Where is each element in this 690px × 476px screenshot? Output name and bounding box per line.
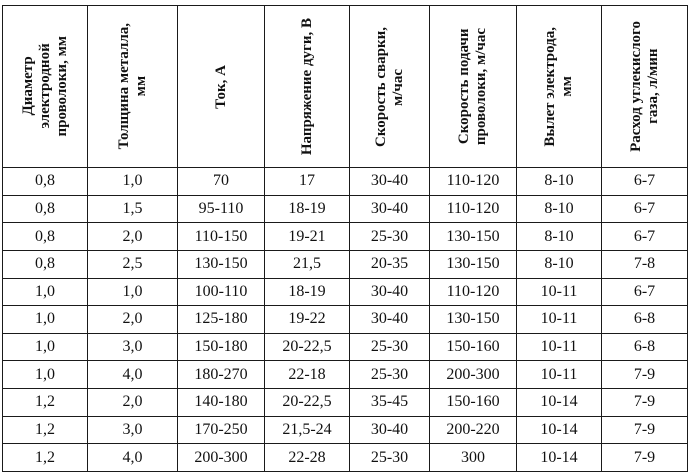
cell-wire-diameter: 1,2 xyxy=(3,444,88,472)
cell-electrode-stickout: 10-11 xyxy=(517,278,602,306)
table-body xyxy=(3,168,688,472)
cell-welding-speed: 30-40 xyxy=(350,195,430,223)
cell-electrode-stickout: 10-11 xyxy=(517,306,602,334)
cell-arc-voltage: 18-19 xyxy=(265,195,350,223)
header-cell-wire-feed-speed: Скорость подачи проволоки, м/час xyxy=(430,6,517,168)
cell-wire-feed-speed: 130-150 xyxy=(430,306,517,334)
cell-wire-diameter: 1,0 xyxy=(3,333,88,361)
cell-wire-diameter: 1,2 xyxy=(3,416,88,444)
cell-arc-voltage: 19-21 xyxy=(265,223,350,251)
cell-wire-diameter: 0,8 xyxy=(3,195,88,223)
cell-arc-voltage: 18-19 xyxy=(265,278,350,306)
cell-co2-flow: 6-8 xyxy=(602,333,688,361)
cell-metal-thickness: 3,0 xyxy=(88,416,178,444)
cell-arc-voltage: 21,5-24 xyxy=(265,416,350,444)
cell-wire-diameter: 0,8 xyxy=(3,168,88,196)
cell-metal-thickness: 2,0 xyxy=(88,306,178,334)
cell-arc-voltage: 20-22,5 xyxy=(265,333,350,361)
cell-current: 150-180 xyxy=(178,333,265,361)
cell-wire-feed-speed: 130-150 xyxy=(430,250,517,278)
cell-co2-flow: 6-7 xyxy=(602,168,688,196)
cell-current: 130-150 xyxy=(178,250,265,278)
cell-wire-diameter: 0,8 xyxy=(3,250,88,278)
cell-wire-feed-speed: 150-160 xyxy=(430,389,517,417)
table-row xyxy=(3,389,688,417)
cell-wire-feed-speed: 150-160 xyxy=(430,333,517,361)
cell-current: 100-110 xyxy=(178,278,265,306)
cell-metal-thickness: 1,0 xyxy=(88,168,178,196)
cell-wire-diameter: 1,2 xyxy=(3,389,88,417)
cell-arc-voltage: 21,5 xyxy=(265,250,350,278)
cell-current: 70 xyxy=(178,168,265,196)
cell-current: 95-110 xyxy=(178,195,265,223)
table-row xyxy=(3,444,688,472)
welding-parameters-table xyxy=(2,5,688,472)
cell-co2-flow: 6-7 xyxy=(602,278,688,306)
header-cell-current: Ток, А xyxy=(178,6,265,168)
cell-electrode-stickout: 10-11 xyxy=(517,333,602,361)
table-row xyxy=(3,306,688,334)
cell-metal-thickness: 2,0 xyxy=(88,223,178,251)
cell-wire-feed-speed: 110-120 xyxy=(430,195,517,223)
cell-electrode-stickout: 8-10 xyxy=(517,195,602,223)
cell-wire-diameter: 1,0 xyxy=(3,361,88,389)
cell-wire-feed-speed: 110-120 xyxy=(430,278,517,306)
cell-electrode-stickout: 8-10 xyxy=(517,223,602,251)
cell-co2-flow: 7-9 xyxy=(602,444,688,472)
table-row xyxy=(3,361,688,389)
cell-current: 180-270 xyxy=(178,361,265,389)
cell-arc-voltage: 17 xyxy=(265,168,350,196)
cell-metal-thickness: 4,0 xyxy=(88,361,178,389)
cell-arc-voltage: 19-22 xyxy=(265,306,350,334)
header-cell-wire-diameter: Диаметр электродной проволоки, мм xyxy=(3,6,88,168)
table-row xyxy=(3,168,688,196)
cell-welding-speed: 30-40 xyxy=(350,306,430,334)
header-cell-metal-thickness: Толщина металла, мм xyxy=(88,6,178,168)
table-row xyxy=(3,250,688,278)
table-row xyxy=(3,195,688,223)
header-cell-electrode-stickout: Вылет электрода, мм xyxy=(517,6,602,168)
table-row xyxy=(3,223,688,251)
cell-welding-speed: 25-30 xyxy=(350,223,430,251)
cell-welding-speed: 30-40 xyxy=(350,168,430,196)
cell-metal-thickness: 1,0 xyxy=(88,278,178,306)
cell-electrode-stickout: 8-10 xyxy=(517,250,602,278)
cell-co2-flow: 6-7 xyxy=(602,195,688,223)
cell-current: 200-300 xyxy=(178,444,265,472)
header-cell-welding-speed: Скорость сварки, м/час xyxy=(350,6,430,168)
cell-metal-thickness: 1,5 xyxy=(88,195,178,223)
cell-welding-speed: 35-45 xyxy=(350,389,430,417)
cell-metal-thickness: 2,5 xyxy=(88,250,178,278)
header-cell-co2-flow: Расход углекислого газа, л/мин xyxy=(602,6,688,168)
cell-arc-voltage: 22-18 xyxy=(265,361,350,389)
cell-wire-diameter: 0,8 xyxy=(3,223,88,251)
cell-co2-flow: 6-7 xyxy=(602,223,688,251)
cell-wire-feed-speed: 200-220 xyxy=(430,416,517,444)
cell-metal-thickness: 4,0 xyxy=(88,444,178,472)
cell-co2-flow: 7-9 xyxy=(602,416,688,444)
cell-arc-voltage: 22-28 xyxy=(265,444,350,472)
table-row xyxy=(3,333,688,361)
cell-wire-feed-speed: 130-150 xyxy=(430,223,517,251)
cell-welding-speed: 20-35 xyxy=(350,250,430,278)
cell-welding-speed: 30-40 xyxy=(350,416,430,444)
header-cell-arc-voltage: Напряжение дуги, В xyxy=(265,6,350,168)
cell-current: 110-150 xyxy=(178,223,265,251)
header-row xyxy=(3,6,688,168)
cell-electrode-stickout: 10-14 xyxy=(517,389,602,417)
cell-co2-flow: 7-9 xyxy=(602,389,688,417)
cell-current: 140-180 xyxy=(178,389,265,417)
cell-electrode-stickout: 10-14 xyxy=(517,416,602,444)
table-row xyxy=(3,416,688,444)
cell-welding-speed: 25-30 xyxy=(350,333,430,361)
cell-wire-feed-speed: 200-300 xyxy=(430,361,517,389)
cell-electrode-stickout: 10-14 xyxy=(517,444,602,472)
cell-welding-speed: 25-30 xyxy=(350,444,430,472)
cell-welding-speed: 25-30 xyxy=(350,361,430,389)
cell-current: 125-180 xyxy=(178,306,265,334)
cell-co2-flow: 6-8 xyxy=(602,306,688,334)
cell-electrode-stickout: 8-10 xyxy=(517,168,602,196)
cell-electrode-stickout: 10-11 xyxy=(517,361,602,389)
cell-wire-diameter: 1,0 xyxy=(3,306,88,334)
table-row xyxy=(3,278,688,306)
cell-wire-feed-speed: 300 xyxy=(430,444,517,472)
cell-metal-thickness: 2,0 xyxy=(88,389,178,417)
cell-co2-flow: 7-8 xyxy=(602,250,688,278)
cell-wire-feed-speed: 110-120 xyxy=(430,168,517,196)
cell-arc-voltage: 20-22,5 xyxy=(265,389,350,417)
cell-current: 170-250 xyxy=(178,416,265,444)
cell-wire-diameter: 1,0 xyxy=(3,278,88,306)
cell-metal-thickness: 3,0 xyxy=(88,333,178,361)
cell-welding-speed: 30-40 xyxy=(350,278,430,306)
cell-co2-flow: 7-9 xyxy=(602,361,688,389)
